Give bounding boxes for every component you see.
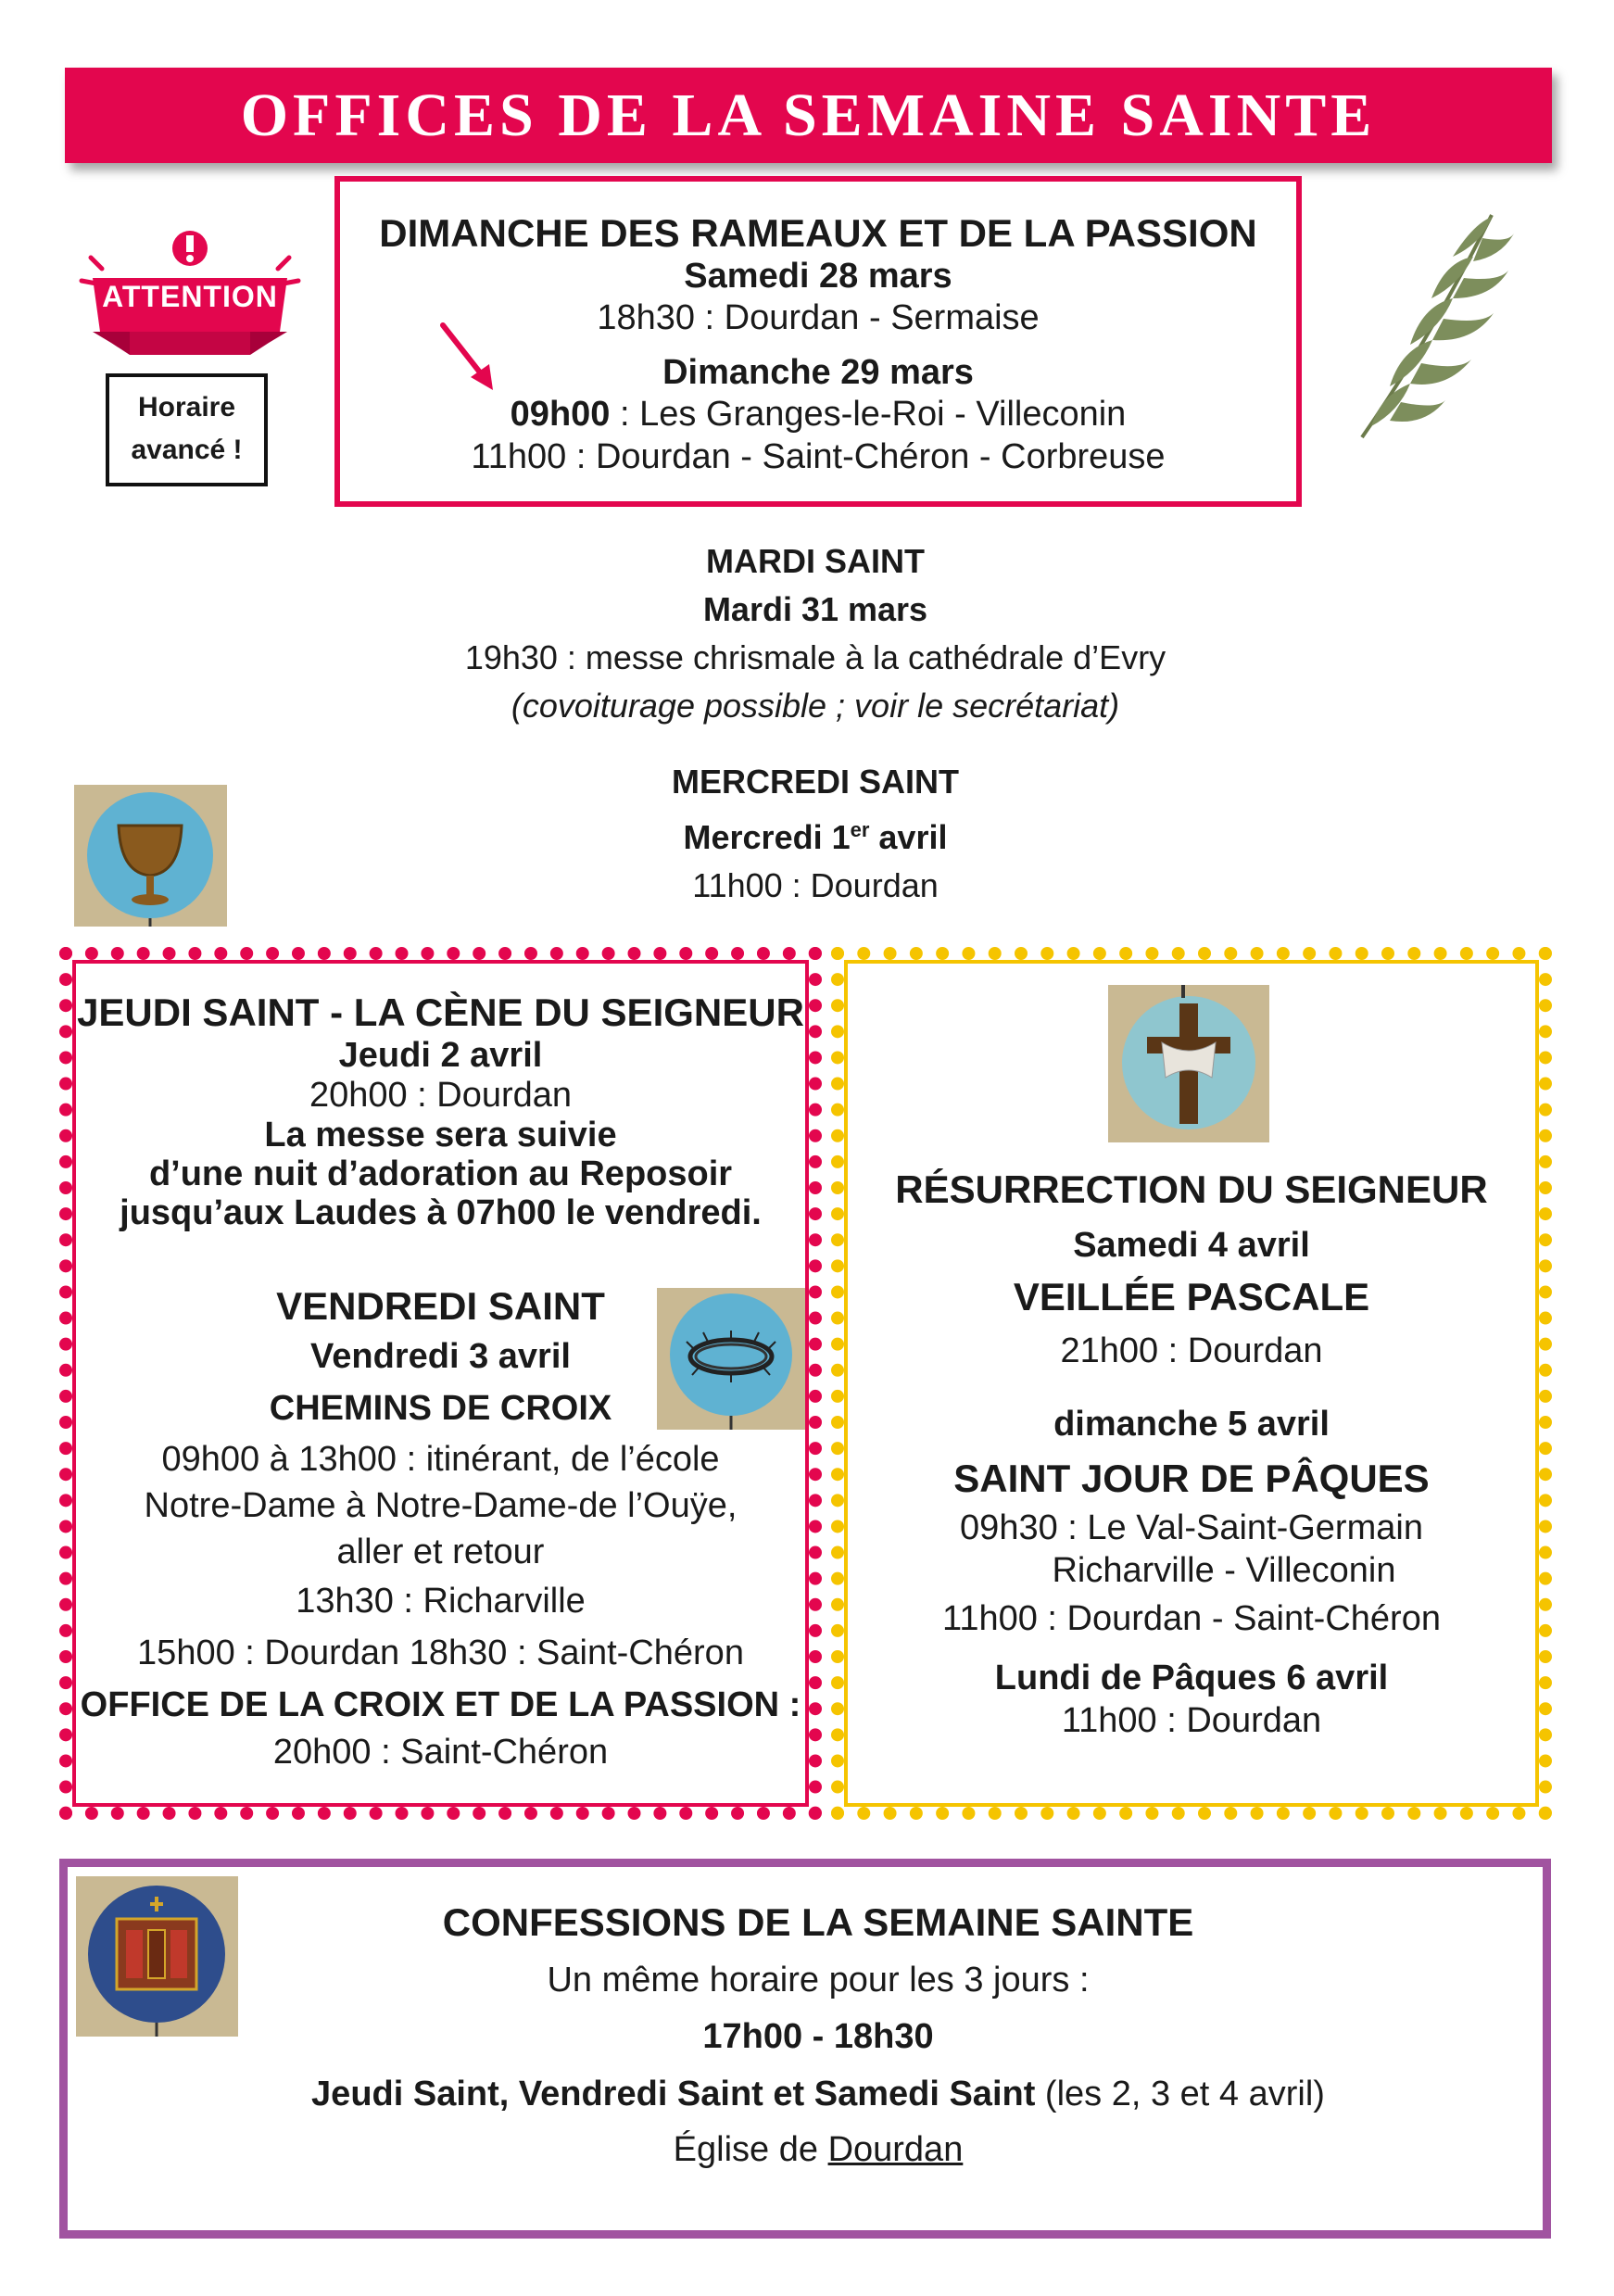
rameaux-day1-line: 18h30 : Dourdan - Sermaise [597, 298, 1040, 337]
confessions-days: Jeudi Saint, Vendredi Saint et Samedi Saint (les 2, 3 et 4 avril) [311, 2075, 1325, 2113]
paques-line-2: Richarville - Villeconin [1052, 1551, 1396, 1590]
lundi-line: 11h00 : Dourdan [1061, 1701, 1322, 1740]
vendredi-line-3: aller et retour [336, 1533, 545, 1571]
jeudi-note-1: La messe sera suivie [264, 1116, 617, 1154]
confessions-title: CONFESSIONS DE LA SEMAINE SAINTE [442, 1900, 1194, 1944]
note-line-1: Horaire [137, 392, 236, 423]
vendredi-line-4: 13h30 : Richarville [296, 1582, 586, 1621]
rameaux-day2-line2: 11h00 : Dourdan - Saint-Chéron - Corbreuse [471, 437, 1166, 476]
note-line-2: avancé ! [131, 435, 243, 465]
confessional-icon [76, 1876, 238, 2037]
vendredi-date: Vendredi 3 avril [310, 1337, 571, 1376]
rameaux-day2-line1: 09h00 : Les Granges-le-Roi - Villeconin [510, 395, 1127, 434]
paques-title: RÉSURRECTION DU SEIGNEUR [895, 1167, 1488, 1211]
dimanche-date: dimanche 5 avril [1053, 1405, 1330, 1444]
advanced-schedule-note [106, 373, 268, 486]
confessions-church: Église de Dourdan [673, 2130, 964, 2169]
confessions-section [239, 1892, 1397, 2177]
jeudi-date: Jeudi 2 avril [338, 1036, 543, 1075]
jeudi-title: JEUDI SAINT - LA CÈNE DU SEIGNEUR [77, 990, 804, 1034]
paques-line-1: 09h30 : Le Val-Saint-Germain [960, 1508, 1423, 1547]
vendredi-title: VENDREDI SAINT [276, 1284, 605, 1328]
chalice-icon [74, 785, 227, 927]
jeudi-line: 20h00 : Dourdan [309, 1076, 573, 1115]
rameaux-title: DIMANCHE DES RAMEAUX ET DE LA PASSION [379, 211, 1257, 255]
mardi-note: (covoiturage possible ; voir le secrétariat) [511, 687, 1120, 725]
jeudi-note-3: jusqu’aux Laudes à 07h00 le vendredi. [120, 1193, 762, 1232]
confessions-sub: Un même horaire pour les 3 jours : [547, 1961, 1090, 2000]
jeudi-section [72, 990, 809, 1232]
mardi-section [334, 537, 1297, 730]
arrow-icon [435, 320, 500, 394]
mardi-date: Mardi 31 mars [702, 590, 928, 628]
cross-icon [1108, 985, 1269, 1142]
mercredi-line: 11h00 : Dourdan [692, 866, 939, 904]
jeudi-note-2: d’une nuit d’adoration au Reposoir [148, 1154, 733, 1193]
samedi-date: Samedi 4 avril [1073, 1226, 1310, 1265]
mardi-title: MARDI SAINT [706, 542, 925, 580]
vendredi-line-2: Notre-Dame à Notre-Dame-de l’Ouÿe, [144, 1486, 738, 1525]
crown-of-thorns-icon [657, 1288, 805, 1430]
vendredi-line-1: 09h00 à 13h00 : itinérant, de l’école [161, 1440, 720, 1479]
chemins-de-croix: CHEMINS DE CROIX [269, 1389, 612, 1428]
rameaux-day1: Samedi 28 mars [684, 257, 952, 296]
veillee-title: VEILLÉE PASCALE [1013, 1275, 1370, 1318]
confessions-time: 17h00 - 18h30 [702, 2017, 934, 2056]
rameaux-day2: Dimanche 29 mars [662, 353, 974, 392]
mardi-line: 19h30 : messe chrismale à la cathédrale d’Evry [464, 638, 1166, 676]
mercredi-section [334, 758, 1297, 910]
jour-de-paques: SAINT JOUR DE PÂQUES [953, 1457, 1430, 1500]
veillee-line: 21h00 : Dourdan [1060, 1331, 1323, 1370]
mercredi-title: MERCREDI SAINT [671, 763, 959, 801]
paques-line-3: 11h00 : Dourdan - Saint-Chéron [942, 1599, 1441, 1638]
office-line: 20h00 : Saint-Chéron [272, 1733, 609, 1772]
advanced-time: 09h00 [510, 395, 611, 434]
vendredi-line-5: 15h00 : Dourdan 18h30 : Saint-Chéron [137, 1634, 744, 1672]
palm-leaf-icon [1343, 206, 1519, 447]
office-title: OFFICE DE LA CROIX ET DE LA PASSION : [80, 1685, 801, 1724]
paques-section [844, 1160, 1539, 1740]
lundi-date: Lundi de Pâques 6 avril [994, 1659, 1389, 1697]
attention-badge-label: ATTENTION [102, 280, 278, 313]
page-title: OFFICES DE LA SEMAINE SAINTE [65, 68, 1552, 163]
mercredi-date: Mercredi 1er avril [683, 818, 948, 856]
